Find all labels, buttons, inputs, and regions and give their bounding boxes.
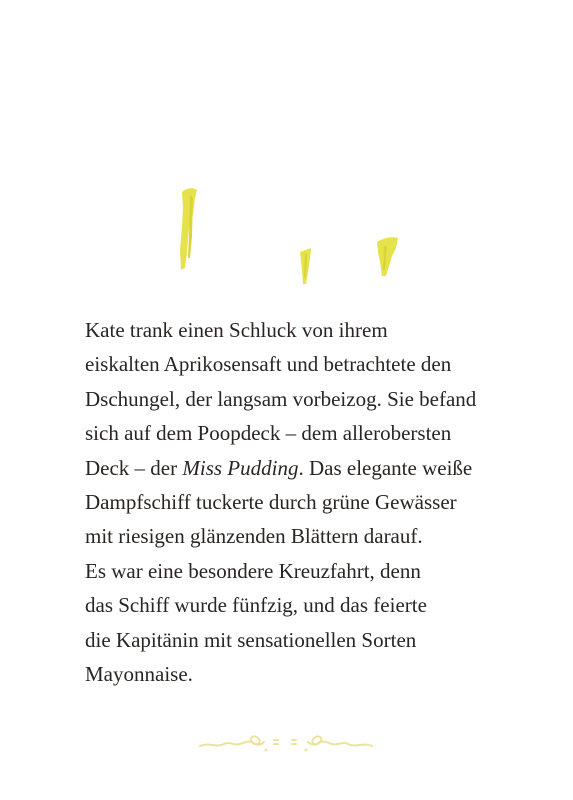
brush-stroke-middle-icon <box>300 248 311 284</box>
text-line <box>85 519 505 553</box>
line-text: Es war eine besondere Kreuzfahrt, denn <box>85 558 421 583</box>
text-line <box>85 588 505 622</box>
line-text: das Schiff wurde fünfzig, und das feierte <box>85 593 427 618</box>
text-line <box>85 416 505 450</box>
text-line <box>85 554 505 588</box>
text-line <box>85 451 505 485</box>
line-text: Dampfschiff tuckerte durch grüne Gewässer <box>85 489 457 514</box>
brush-stroke-left-icon <box>180 188 197 270</box>
swirl-ornament-icon <box>196 728 376 756</box>
line-text: eiskalten Aprikosensaft und betrachtete den <box>85 352 452 377</box>
text-line <box>85 347 505 381</box>
text-line <box>85 657 505 691</box>
text-line <box>85 313 505 347</box>
text-line <box>85 485 505 519</box>
line-text: mit riesigen glänzenden Blättern darauf. <box>85 524 423 549</box>
text-line <box>85 623 505 657</box>
story-text <box>85 313 505 691</box>
text-line <box>85 382 505 416</box>
line-text: Kate trank einen Schluck von ihrem <box>85 318 388 342</box>
ship-name: Miss Pudding <box>182 455 299 480</box>
line-text: Dschungel, der langsam vorbeizog. Sie befand <box>85 386 477 411</box>
brush-stroke-right-icon <box>377 237 398 276</box>
line-text: Mayonnaise. <box>85 661 193 686</box>
line-text: Deck – der <box>85 455 183 480</box>
line-text: . Das elegante weiße <box>298 455 473 480</box>
line-text: sich auf dem Poopdeck – dem allerobersten <box>85 421 452 446</box>
brush-stroke-marks <box>0 0 573 300</box>
line-text: die Kapitänin mit sensationellen Sorten <box>85 627 417 652</box>
